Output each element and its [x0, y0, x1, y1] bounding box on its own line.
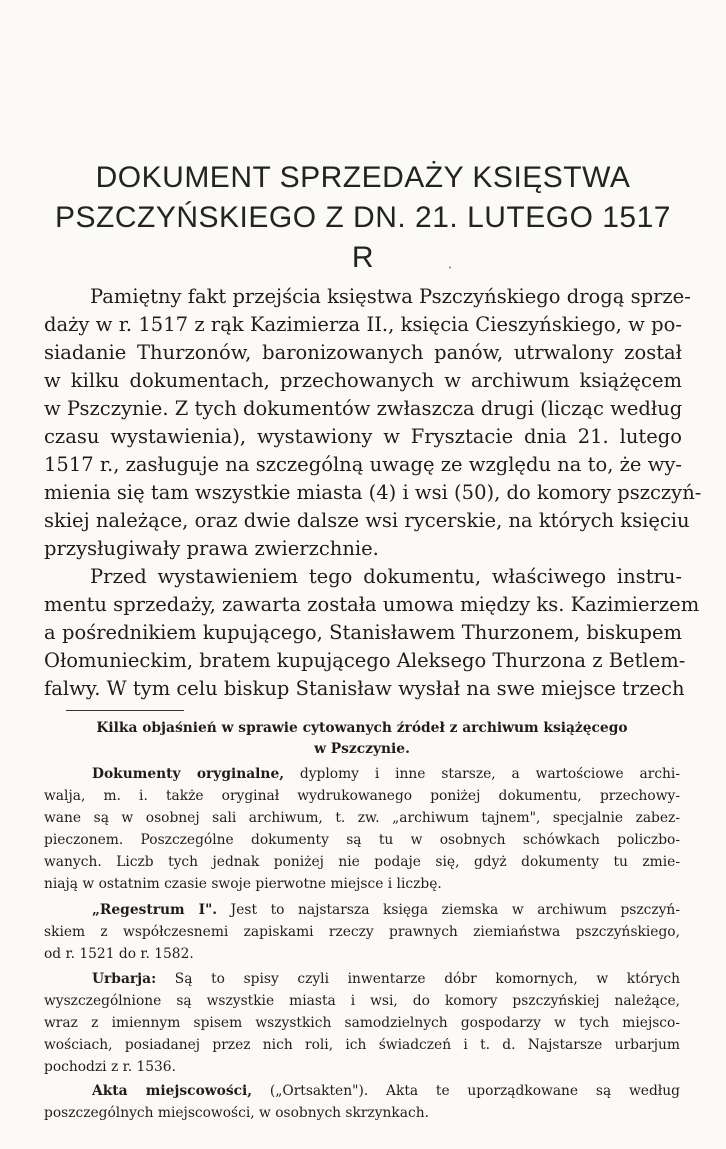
footnote-heading-line: Kilka objaśnień w sprawie cytowanych źródeł z archiwum książęcego — [96, 720, 628, 736]
paragraph-1-line: 1517 r., zasługuje na szczególną uwagę ze względu na to, że wy- — [44, 453, 682, 476]
document-title-line-1: DOKUMENT SPRZEDAŻY KSIĘSTWA — [95, 161, 631, 194]
footnote-entry-line: wane są w osobnej sali archiwum, t. zw. „archiwum tajnem", specjalnie zabez- — [44, 810, 680, 826]
footnote-term: Akta miejscowości, — [92, 1083, 253, 1099]
footnote-term: Urbarja: — [92, 971, 157, 987]
footnote-separator — [66, 710, 184, 711]
footnote-entry-line: Dokumenty oryginalne, dyplomy i inne starsze, a wartościowe archi- — [92, 766, 681, 782]
footnote-entry-line: od r. 1521 do r. 1582. — [44, 946, 194, 962]
footnote-entry-line: „Regestrum I". Jest to najstarsza księga ziemska w archiwum pszczyń- — [92, 902, 680, 918]
paragraph-1-line: siadanie Thurzonów, baronizowanych panów, utrwalony został — [44, 341, 682, 364]
footnote-entry-line: skiem z współczesnemi zapiskami rzeczy prawnych ziemiaństwa pszczyńskiego, — [44, 924, 680, 940]
footnote-heading-line: w Pszczynie. — [314, 741, 410, 757]
footnote-entry-line: Akta miejscowości, („Ortsakten"). Akta te uporządkowane są według — [92, 1083, 680, 1099]
footnote-entry-line: wraz z imiennym spisem wszystkich samodzielnych gospodarzy w tych miejsco- — [44, 1015, 680, 1031]
footnote-entry-line: pieczonem. Poszczególne dokumenty są tu w osobnych schówkach policzbo- — [44, 832, 680, 848]
footnote-term: „Regestrum I". — [92, 902, 218, 918]
footnote-entry-line: wościach, posiadanej przez nich roli, ich świadczeń i t. d. Najstarsze urbarjum — [44, 1037, 680, 1053]
paragraph-2-line: Ołomunieckim, bratem kupującego Aleksego Thurzona z Betlem- — [44, 649, 686, 672]
paragraph-1-line: przysługiwały prawa zwierzchnie. — [44, 537, 379, 560]
paragraph-1-line: skiej należące, oraz dwie dalsze wsi rycerskie, na których księciu — [44, 509, 690, 532]
paragraph-1-line: w kilku dokumentach, przechowanych w archiwum książęcem — [44, 369, 682, 392]
paragraph-2-line: mentu sprzedaży, zawarta została umowa między ks. Kazimierzem — [44, 593, 700, 616]
paragraph-1-line: czasu wystawienia), wystawiony w Frysztacie dnia 21. lutego — [44, 425, 682, 448]
paragraph-2-line: a pośrednikiem kupującego, Stanisławem Thurzonem, biskupem — [44, 621, 682, 644]
paragraph-2-line: Przed wystawieniem tego dokumentu, właściwego instru- — [90, 565, 682, 588]
footnote-entry-line: wanych. Liczb tych jednak poniżej nie podaje się, gdyż dokumenty tu zmie- — [44, 854, 680, 870]
ornament-dot: • — [448, 264, 453, 272]
footnote-entry-line: wyszczególnione są wszystkie miasta i wsi, do komory pszczyńskiej należące, — [44, 993, 680, 1009]
paragraph-2-line: falwy. W tym celu biskup Stanisław wysłał na swe miejsce trzech — [44, 677, 685, 700]
document-title-line-2: PSZCZYŃSKIEGO Z DN. 21. LUTEGO 1517 R — [54, 201, 671, 274]
footnote-term: Dokumenty oryginalne, — [92, 766, 285, 782]
paragraph-1-line: Pamiętny fakt przejścia księstwa Pszczyńskiego drogą sprze- — [90, 285, 691, 308]
paragraph-1-line: w Pszczynie. Z tych dokumentów zwłaszcza drugi (licząc według — [44, 397, 683, 420]
paragraph-1-line: daży w r. 1517 z rąk Kazimierza II., księcia Cieszyńskiego, w po- — [44, 313, 682, 336]
paragraph-1-line: mienia się tam wszystkie miasta (4) i wsi (50), do komory pszczyń- — [44, 481, 702, 504]
footnote-entry-line: walja, m. i. także oryginał wydrukowanego poniżej dokumentu, przechowy- — [44, 788, 680, 804]
footnote-entry-line: pochodzi z r. 1536. — [44, 1059, 176, 1075]
footnote-entry-line: Urbarja: Są to spisy czyli inwentarze dóbr komornych, w których — [92, 971, 680, 987]
footnote-entry-line: poszczególnych miejscowości, w osobnych skrzynkach. — [44, 1105, 430, 1121]
footnote-entry-line: niają w ostatnim czasie swoje pierwotne miejsce i liczbę. — [44, 876, 442, 892]
